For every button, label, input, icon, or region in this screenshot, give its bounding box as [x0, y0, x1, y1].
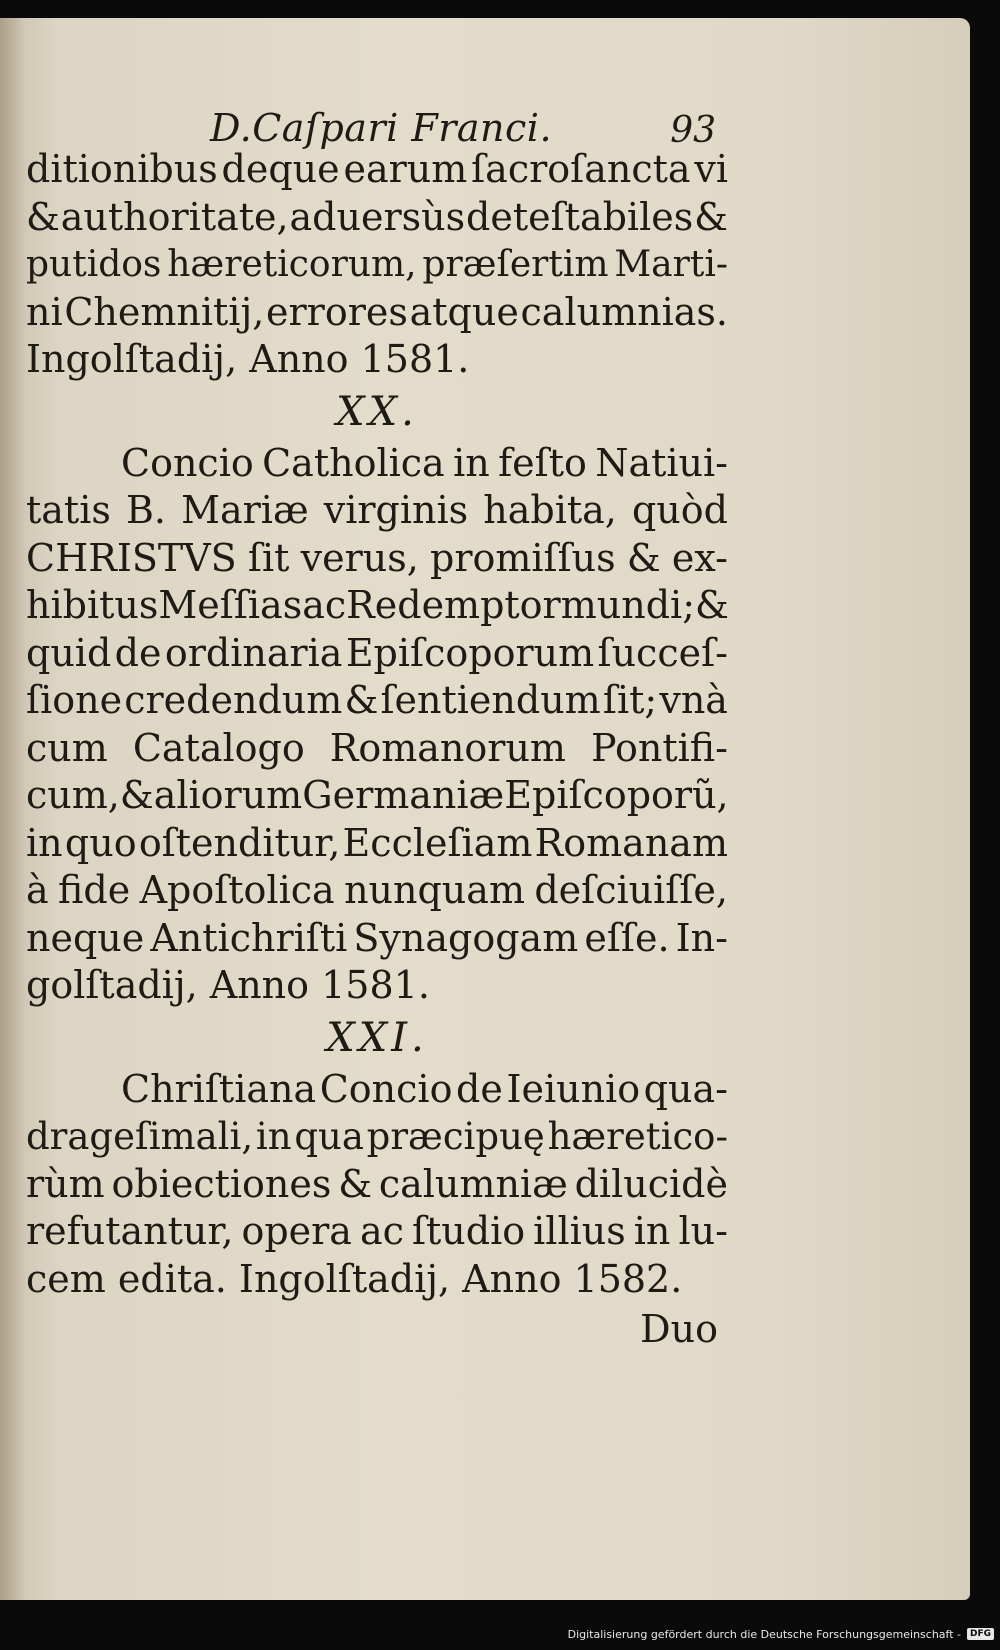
text-line: tatis B. Mariæ virginis habita, quòd: [26, 488, 728, 532]
text-line: neque Antichriſti Synagogam eſſe. In-: [26, 915, 728, 960]
section-numeral-xx: XX.: [336, 388, 418, 435]
text-line: cum Catalogo Romanorum Pontifi-: [26, 725, 728, 770]
text-line: hibitus Meſſias ac Redemptor mundi; &: [26, 583, 729, 627]
text-line: drageſimali, in qua præcipuę hæretico-: [26, 1115, 728, 1158]
text-line: refutantur, opera ac ſtudio illius in lu-: [26, 1209, 728, 1253]
text-line: Chriſtiana Concio de Ieiunio qua-: [121, 1066, 728, 1111]
text-line: ſione credendum & ſentiendum ſit; vnà: [26, 678, 728, 722]
text-line: Ingolſtadij, Anno 1581.: [26, 337, 470, 381]
text-line: cum, & aliorum Germaniæ Epiſcoporũ,: [26, 773, 729, 817]
section-numeral-xxi: XXI.: [326, 1014, 428, 1061]
entry-xx: [26, 440, 728, 1010]
text-line: rùm obiectiones & calumniæ dilucidè: [26, 1161, 728, 1206]
text-line: quid de ordinaria Epiſcoporum ſucceſ-: [26, 630, 728, 675]
text-line: cem edita. Ingolſtadij, Anno 1582.: [26, 1256, 683, 1301]
text-line: in quo oſtenditur, Eccleſiam Romanam: [26, 820, 728, 865]
text-line: CHRISTVS ſit verus, promiſſus & ex-: [26, 535, 728, 580]
dfg-logo: DFG: [967, 1628, 994, 1640]
running-head: D.Caſpari Franci.: [210, 106, 553, 150]
text-line: à fide Apoſtolica nunquam deſciuiſſe,: [26, 868, 728, 912]
text-line: putidos hæreticorum, præſertim Marti-: [26, 244, 728, 285]
text-line: golſtadij, Anno 1581.: [26, 963, 430, 1007]
entry-xxi: [26, 1066, 728, 1304]
digitization-footer: [568, 1618, 1000, 1650]
page-number: 93: [670, 110, 716, 151]
footer-credit: Digitalisierung gefördert durch die Deutsche Forschungsgemeinschaft -: [567, 1627, 961, 1641]
page-text: [26, 86, 728, 1355]
paragraph-continuation: [26, 146, 728, 384]
book-page: [0, 18, 970, 1600]
text-line: & authoritate, aduersùs deteſtabiles &: [26, 194, 728, 239]
text-line: ni Chemnitij, errores atque calumnias.: [26, 289, 728, 334]
text-line: Concio Catholica in feſto Natiui-: [121, 440, 728, 485]
catchword: Duo: [640, 1307, 718, 1351]
text-line: ditionibus deque earum ſacroſancta vi: [26, 147, 728, 191]
page-header: [26, 86, 728, 151]
